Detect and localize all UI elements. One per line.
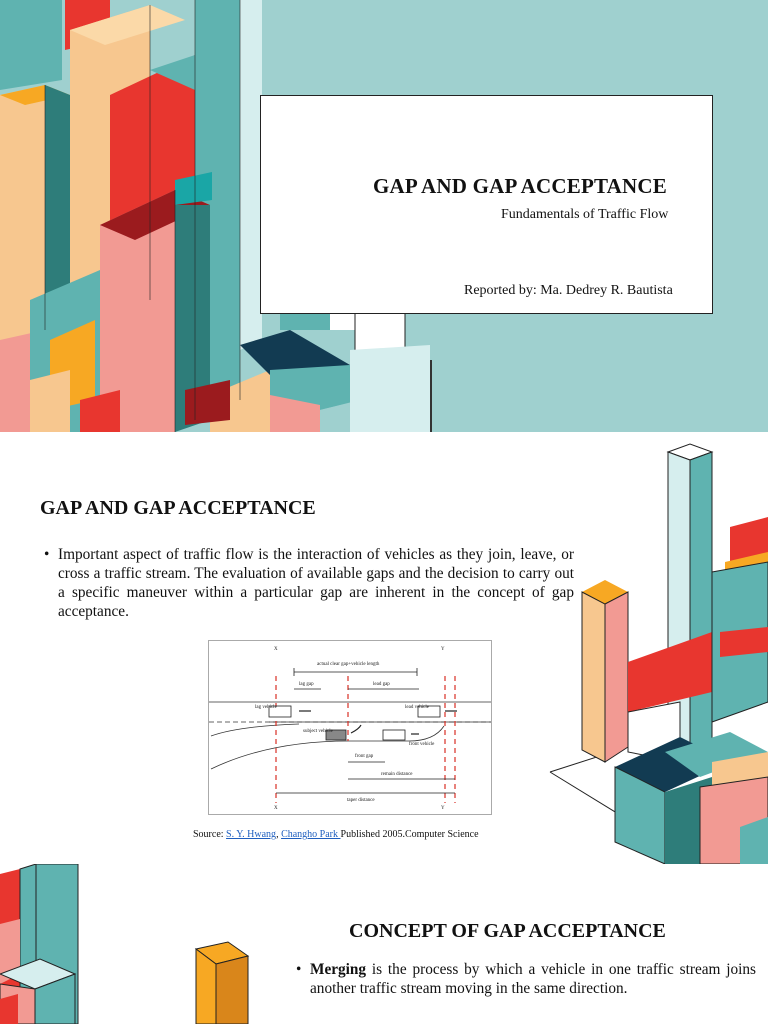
bullet-item [44,545,574,621]
marker-y-top: Y [441,647,445,652]
label-actual-gap: actual clear gap+vehicle length [317,662,380,667]
concept-slide [0,864,768,1024]
label-lead-gap: lead gap [373,682,390,687]
bullet-text: is the process by which a vehicle in one traffic stream joins another traffic stream moving in the same direction. [310,961,756,997]
marker-x-top: X [274,647,278,652]
bullet-term: Merging [310,961,367,978]
slide-title: GAP AND GAP ACCEPTANCE [40,497,316,519]
gap-diagram-svg [209,641,491,814]
label-subject-vehicle: subject vehicle [303,729,333,734]
marker-y-bottom: Y [441,806,445,811]
label-lag-vehicle: lag vehicle [255,705,277,710]
gap-diagram [208,640,492,815]
source-citation [193,829,479,840]
source-separator: , [276,829,282,840]
bullet-dot-icon: • [296,961,302,978]
city-blocks-illustration-left [0,864,768,1024]
presentation-title: GAP AND GAP ACCEPTANCE [373,174,667,198]
title-card [260,95,713,314]
slide-title: CONCEPT OF GAP ACCEPTANCE [349,920,666,942]
label-lag-gap: lag gap [299,682,314,687]
author-link-hwang[interactable]: S. Y. Hwang [226,829,277,840]
label-front-gap: front gap [355,754,374,759]
label-remain-distance: remain distance [381,772,413,777]
label-taper-distance: taper distance [347,798,375,803]
bullet-list [44,545,574,621]
reporter-line: Reported by: Ma. Dedrey R. Bautista [464,283,673,298]
author-link-park[interactable]: Changho Park [281,829,341,840]
presentation-subtitle: Fundamentals of Traffic Flow [501,207,669,222]
bullet-dot-icon: • [44,546,50,563]
title-slide [0,0,768,432]
gap-slide [0,432,768,864]
label-lead-vehicle: lead vehicle [405,705,430,710]
source-prefix: Source: [193,829,227,840]
marker-x-bottom: X [274,806,278,811]
bullet-list [296,960,756,998]
bullet-text: Important aspect of traffic flow is the interaction of vehicles as they join, leave, or cross a traffic stream. The evaluation of available gaps and the decision to carry out a specific maneuver within a particular gap are inherent in the concept of gap acceptance. [58,546,574,620]
label-front-vehicle: front vehicle [409,742,435,747]
bullet-item [296,960,756,998]
source-suffix: Published 2005.Computer Science [340,829,479,840]
